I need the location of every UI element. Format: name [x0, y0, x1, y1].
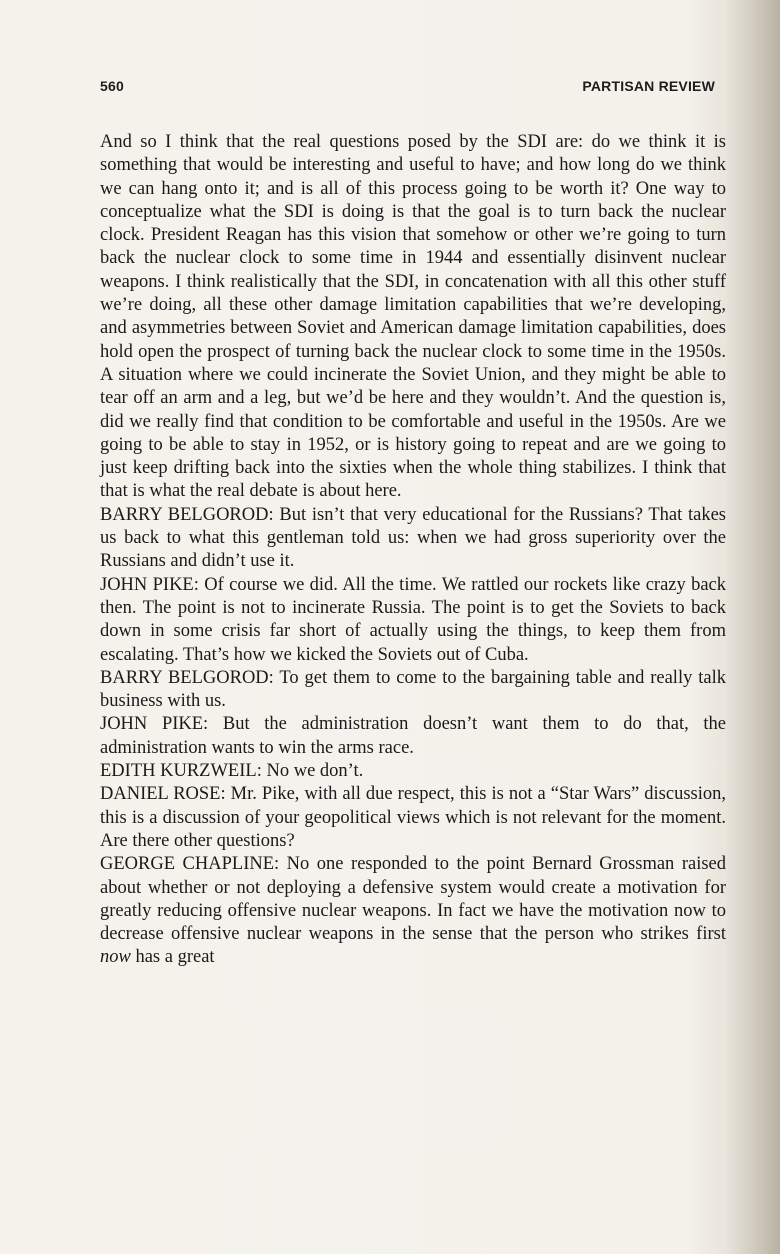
paragraph-pike-1 [100, 574, 726, 667]
running-head: PARTISAN REVIEW [582, 78, 715, 94]
speaker-name: GEORGE CHAPLINE: [100, 854, 280, 875]
body-text [100, 131, 726, 970]
paragraph-rose [100, 783, 726, 853]
paragraph-chapline [100, 853, 726, 969]
paragraph-text: Mr. Pike, with all due respect, this is not a “Star Wars” discussion, this is a discussion of your geopolitical views which is not relevant for the moment. Are there other questions? [100, 784, 726, 851]
paragraph-tail-text: has a great [130, 947, 215, 968]
paragraph-kurzweil [100, 760, 726, 783]
paragraph-belgorod-2 [100, 667, 726, 714]
emphasis-text: now [100, 947, 131, 968]
paragraph-pike-2 [100, 713, 726, 760]
speaker-name: EDITH KURZWEIL: [100, 761, 262, 782]
paragraph-text: But the administration doesn’t want them to do that, the administration wants to win the arms race. [100, 714, 727, 758]
paragraph-text: And so I think that the real questions posed by the SDI are: do we think it is something that would be interesting and useful to have; and how long do we think we can hang onto it; and is all of this process going to be worth it? One way to conceptualize what the SDI is doing is that the goal is to turn back the nuclear clock. President Reagan has this vision that somehow or other we’re going to turn back the nuclear clock to some time in 1944 and essentially disinvent nuclear weapons. I think realistically that the SDI, in concatenation with all this other stuff we’re doing, all these other damage limitation capabilities that we’re developing, and asymmetries between Soviet and American damage limitation capabilities, does hold open the prospect of turning back the nuclear clock to some time in the 1950s. A situation where we could incinerate the Soviet Union, and they might be able to tear off an arm and a leg, but we’d be here and they wouldn’t. And the question is, did we really find that condition to be comfortable and useful in the 1950s. Are we going to be able to stay in 1952, or is history going to repeat and are we going to just keep drifting back into the sixties when the whole thing stabilizes. I think that that is what the real debate is about here. [100, 132, 726, 502]
page-number: 560 [100, 78, 124, 94]
speaker-name: JOHN PIKE: [100, 714, 209, 735]
paragraph-text: No one responded to the point Bernard Grossman raised about whether or not deploying a defensive system would create a motivation for greatly reducing offensive nuclear weapons. In fact we have the motivation now to decrease offensive nuclear weapons in the sense that the person who strikes first [100, 854, 726, 945]
paragraph-text: To get them to come to the bargaining table and really talk business with us. [100, 667, 726, 712]
speaker-name: BARRY BELGOROD: [100, 667, 274, 688]
paragraph-belgorod-1 [100, 504, 726, 574]
paragraph-text: Of course we did. All the time. We rattled our rockets like crazy back then. The point is not to incinerate Russia. The point is to get the Soviets to back down in some crisis far short of actually using the things, to keep them from escalating. That’s how we kicked the Soviets out of Cuba. [100, 574, 727, 665]
speaker-name: BARRY BELGOROD: [100, 504, 274, 525]
paragraph-text: But isn’t that very educational for the Russians? That takes us back to what this gentleman told us: when we had gross superiority over the Russians and didn’t use it. [100, 504, 726, 572]
paragraph-intro [100, 131, 726, 504]
speaker-name: JOHN PIKE: [100, 574, 199, 595]
paragraph-text: No we don’t. [261, 761, 364, 782]
speaker-name: DANIEL ROSE: [100, 784, 226, 805]
page-header [100, 78, 715, 98]
